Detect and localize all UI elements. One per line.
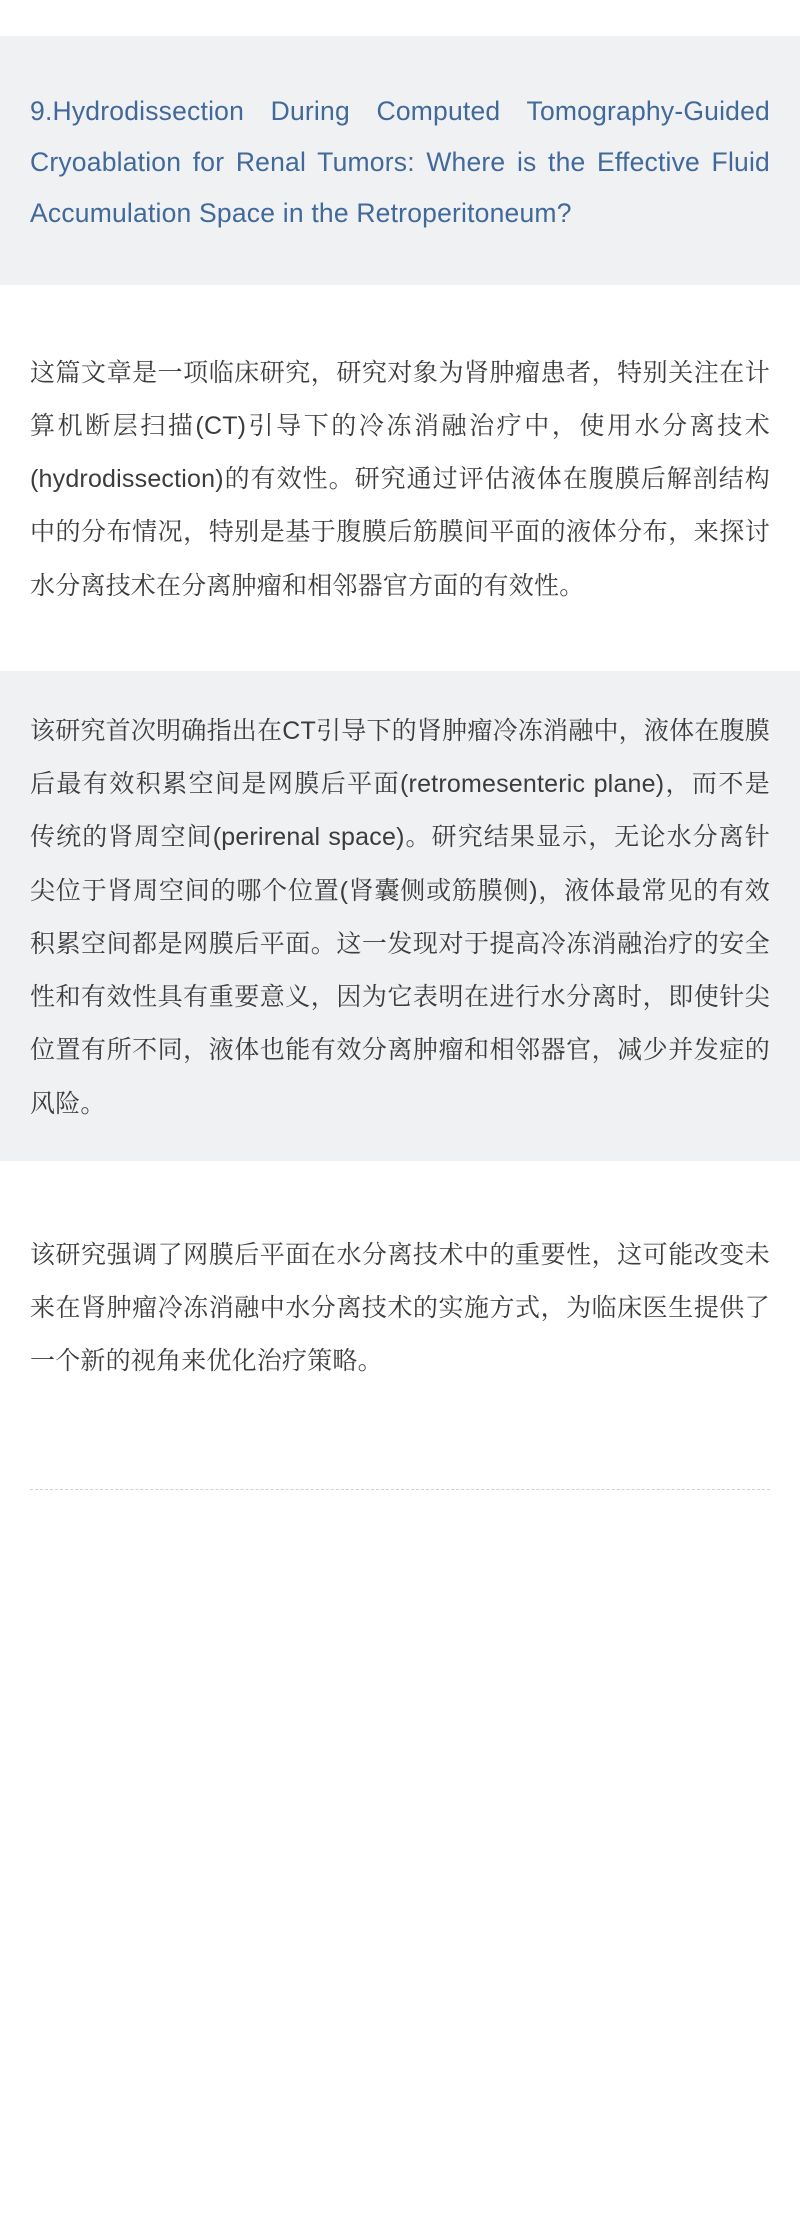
paragraph-2-block xyxy=(0,671,800,1161)
paragraph-1-block xyxy=(0,313,800,643)
spacer-after-title xyxy=(0,285,800,313)
paragraph-2-text: 该研究首次明确指出在CT引导下的肾肿瘤冷冻消融中，液体在腹膜后最有效积累空间是网膜后平面(retromesenteric plane)，而不是传统的肾周空间(perirenal space)。研究结果显示，无论水分离针尖位于肾周空间的哪个位置(肾囊侧或筋膜侧)，液体最常见的有效积累空间都是网膜后平面。这一发现对于提高冷冻消融治疗的安全性和有效性具有重要意义，因为它表明在进行水分离时，即使针尖位置有所不同，液体也能有效分离肿瘤和相邻器官，减少并发症的风险。 xyxy=(30,716,770,1118)
spacer-between-1-2 xyxy=(0,643,800,671)
page-title: 9.Hydrodissection During Computed Tomography-Guided Cryoablation for Renal Tumors: Where is the Effective Fluid Accumulation Space in the Retroperitoneum? xyxy=(30,96,770,228)
paragraph-3-text: 该研究强调了网膜后平面在水分离技术中的重要性，这可能改变未来在肾肿瘤冷冻消融中水分离技术的实施方式，为临床医生提供了一个新的视角来优化治疗策略。 xyxy=(30,1240,770,1376)
top-spacer xyxy=(0,0,800,36)
paragraph-1-text: 这篇文章是一项临床研究，研究对象为肾肿瘤患者，特别关注在计算机断层扫描(CT)引导下的冷冻消融治疗中，使用水分离技术(hydrodissection)的有效性。研究通过评估液体在腹膜后解剖结构中的分布情况，特别是基于腹膜后筋膜间平面的液体分布，来探讨水分离技术在分离肿瘤和相邻器官方面的有效性。 xyxy=(30,358,770,600)
paragraph-3-block xyxy=(0,1195,800,1419)
article-title-block xyxy=(0,36,800,285)
spacer-between-2-3 xyxy=(0,1161,800,1195)
bottom-spacer xyxy=(0,1490,800,1530)
